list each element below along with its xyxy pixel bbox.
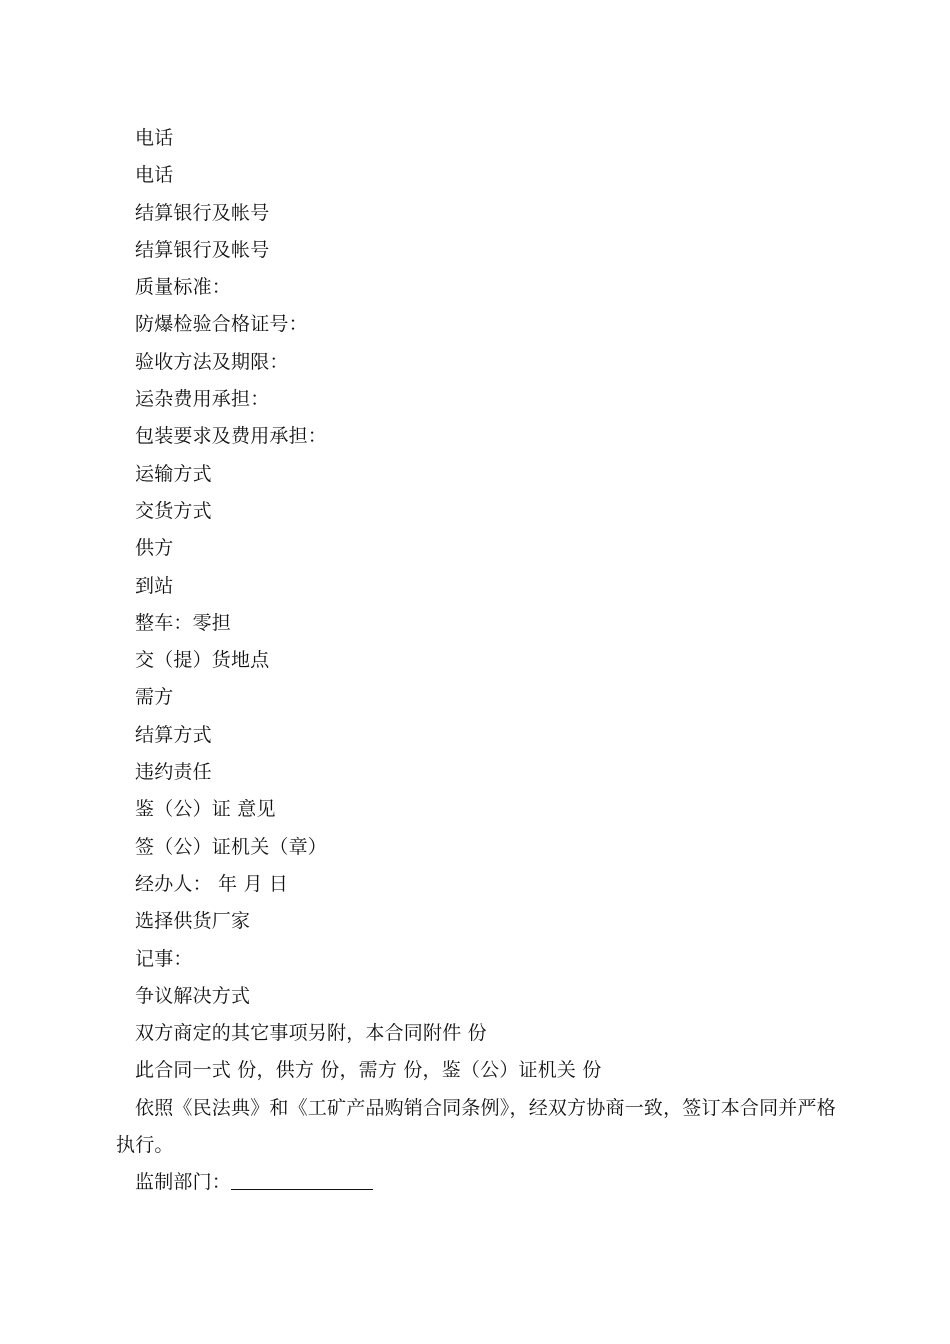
text-line-notary-opinion: 鉴（公）证 意见	[135, 798, 276, 821]
text-line-buyer: 需方	[135, 686, 174, 709]
supervisor-blank	[231, 1171, 373, 1190]
text-line-phone-2: 电话	[135, 164, 174, 187]
text-line-other-matters: 双方商定的其它事项另附，本合同附件 份	[135, 1022, 487, 1045]
text-line-supplier: 供方	[135, 537, 174, 560]
text-line-notary-seal: 签（公）证机关（章）	[135, 835, 328, 858]
text-line-full-load: 整车：零担	[135, 611, 232, 634]
supervisor-line	[116, 1164, 836, 1201]
text-line-delivery-place: 交（提）货地点	[135, 649, 270, 672]
text-line-delivery-mode: 交货方式	[135, 499, 212, 522]
text-line-bank-account-1: 结算银行及帐号	[135, 201, 270, 224]
text-line-bank-account-2: 结算银行及帐号	[135, 238, 270, 261]
text-line-quality-standard: 质量标准：	[135, 276, 232, 299]
text-line-copies: 此合同一式 份，供方 份，需方 份，鉴（公）证机关 份	[135, 1059, 602, 1082]
text-line-dispute-resolution: 争议解决方式	[135, 984, 251, 1007]
text-line-packaging: 包装要求及费用承担：	[135, 425, 328, 448]
text-line-notes: 记事：	[135, 947, 193, 970]
text-line-arrival-station: 到站	[135, 574, 174, 597]
text-line-phone-1: 电话	[135, 127, 174, 149]
text-line-settlement: 结算方式	[135, 723, 212, 746]
supervisor-label: 监制部门：	[135, 1171, 232, 1194]
text-line-freight-cost: 运杂费用承担：	[135, 388, 270, 411]
text-line-handler-date: 经办人： 年 月 日	[135, 872, 289, 895]
text-line-select-supplier: 选择供货厂家	[135, 910, 251, 933]
text-line-liability: 违约责任	[135, 761, 212, 784]
contract-basis-paragraph: 依照《民法典》和《工矿产品购销合同条例》，经双方协商一致，签订本合同并严格执行。	[116, 1096, 836, 1157]
text-line-transport-mode: 运输方式	[135, 462, 212, 485]
document-body	[116, 120, 836, 1202]
text-line-explosion-proof-cert: 防爆检验合格证号：	[135, 313, 308, 336]
text-line-acceptance-method: 验收方法及期限：	[135, 350, 289, 373]
